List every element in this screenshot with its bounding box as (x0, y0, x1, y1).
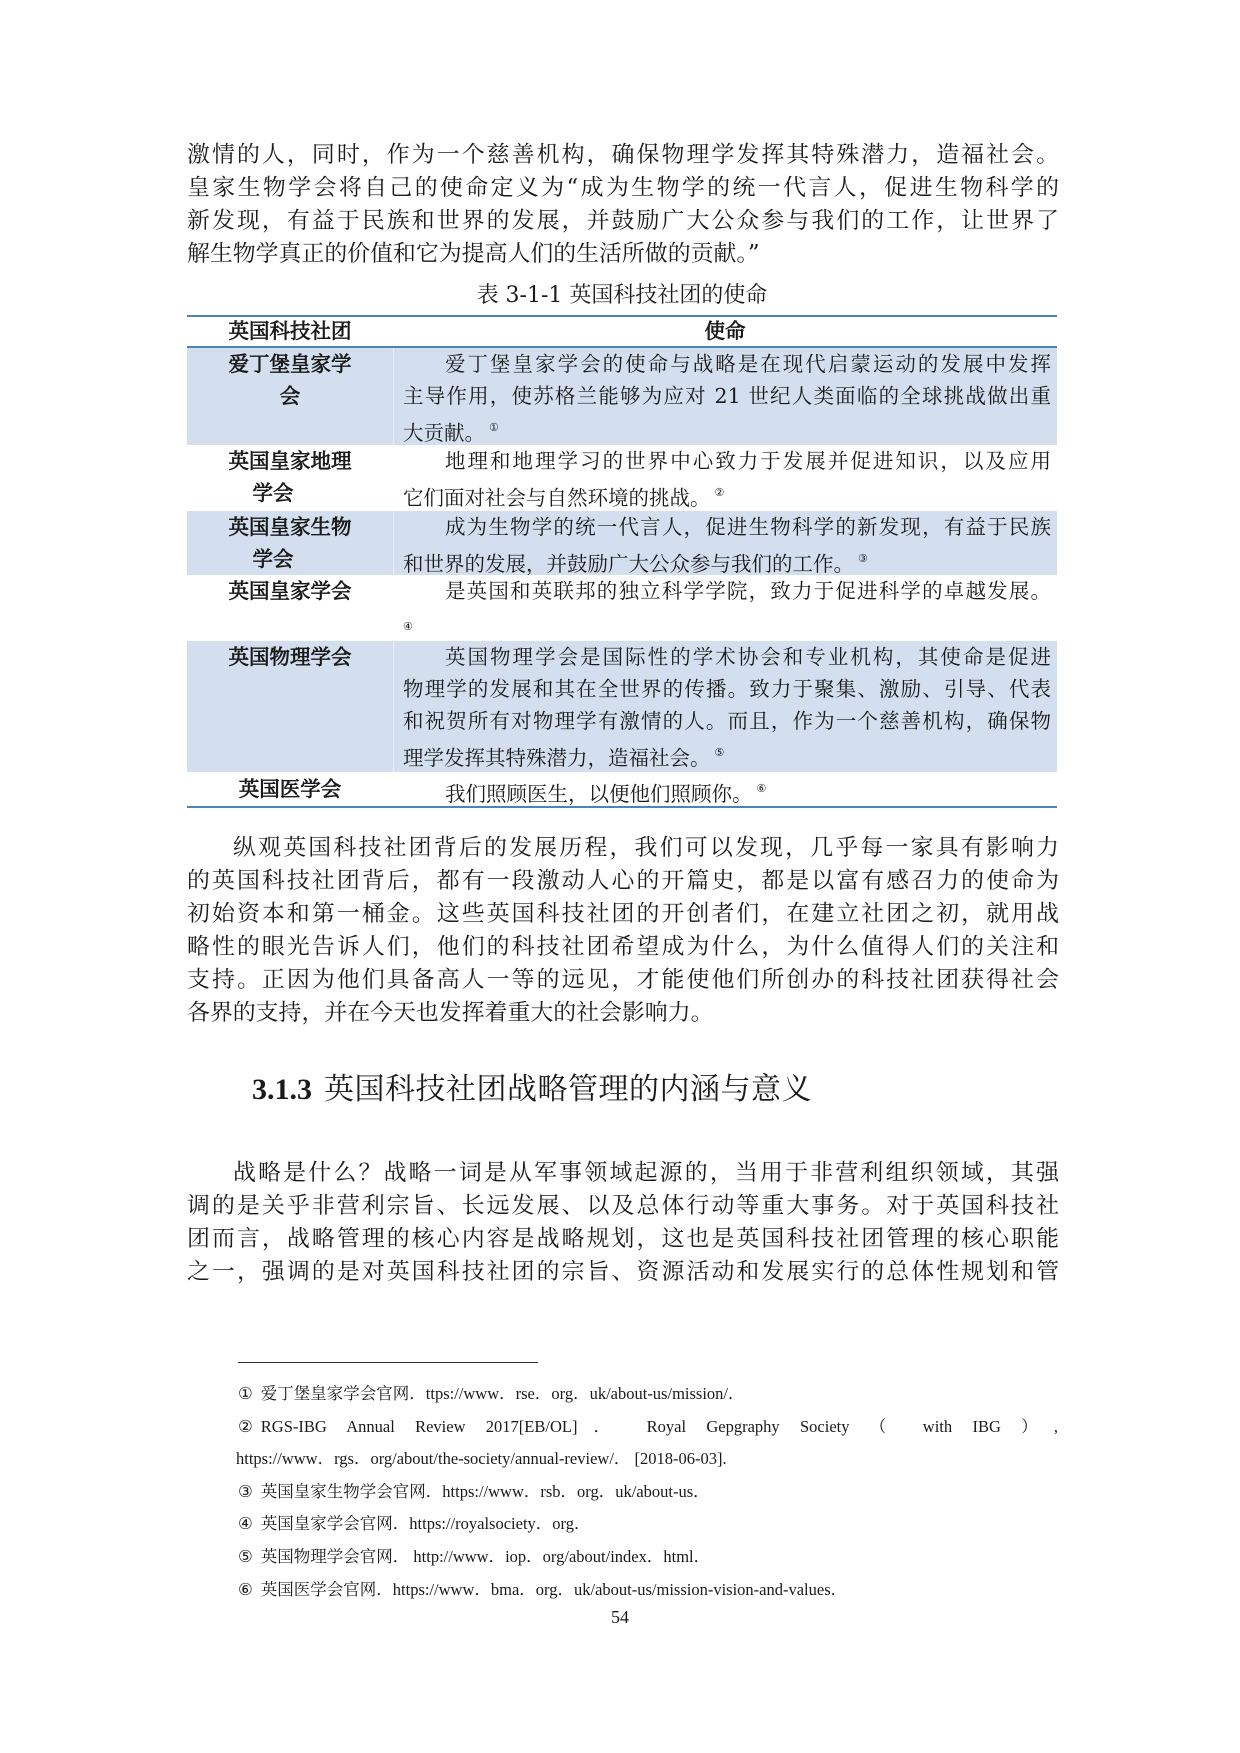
mission-line: 成为生物学的统一代言人，促进生物科学的新发现，有益于民族 (445, 515, 1051, 539)
summary-paragraph (187, 832, 1059, 1030)
text-line: 皇家生物学会将自己的使命定义为“成为生物学的统一代言人，促进生物科学的 (187, 175, 1059, 201)
mission-line (403, 477, 1051, 514)
table-row (187, 641, 1057, 772)
footnote-separator (238, 1362, 538, 1363)
footnote-text: 英国皇家生物学会官网．https://www．rsb．org．uk/about-us． (260, 1481, 710, 1501)
mission-text: 我们照顾医生，以便他们照顾你。 (445, 782, 753, 806)
footnote-ref[interactable]: ④ (403, 620, 413, 633)
page-number: 54 (611, 1607, 629, 1627)
mission-text: 理学发挥其特殊潜力，造福社会。 (403, 746, 711, 770)
org-cell (187, 641, 393, 673)
mission-text: 大贡献。 (403, 421, 485, 445)
footnote-text: 英国医学会官网．https://www．bma．org．uk/about-us/mission-vision-and-values． (260, 1579, 848, 1599)
mission-cell (403, 445, 1051, 514)
org-cell (187, 445, 393, 509)
org-name-line: 学会 (252, 547, 294, 571)
section-number: 3.1.3 (252, 1073, 312, 1106)
text-line: 支持。正因为他们具备高人一等的远见，才能使他们所创办的科技社团获得社会 (187, 967, 1059, 993)
text-line: 新发现，有益于民族和世界的发展，并鼓励广大公众参与我们的工作，让世界了 (187, 208, 1059, 234)
footnote-ref[interactable]: ① (489, 421, 499, 434)
org-name-line: 英国皇家生物 (228, 515, 352, 539)
org-cell (187, 575, 393, 607)
footnote-mark: ③ (238, 1481, 253, 1501)
column-header-org: 英国科技社团 (228, 319, 352, 343)
footnote-ref[interactable]: ② (714, 486, 725, 499)
mission-text: 它们面对社会与自然环境的挑战。 (403, 486, 711, 510)
mission-text: 和世界的发展，并鼓励广大公众参与我们的工作。 (403, 552, 854, 576)
column-divider (393, 348, 394, 445)
footnote-item (238, 1574, 1058, 1607)
footnote-ref[interactable]: ⑥ (756, 782, 767, 795)
footnote-mark: ⑤ (238, 1546, 253, 1566)
mission-cell (403, 575, 1051, 643)
footnote-text: 爱丁堡皇家学会官网．ttps://www．rse．org．uk/about-us/mission/． (260, 1384, 745, 1403)
text-line: 解生物学真正的价值和它为提高人们的生活所做的贡献。” (187, 241, 760, 267)
column-divider (393, 641, 394, 772)
text-line: 调的是关乎非营利宗旨、长远发展、以及总体行动等重大事务。对于英国科技社 (187, 1193, 1059, 1219)
table-row (187, 511, 1057, 575)
footnote-item (238, 1508, 1058, 1541)
text-line: 各界的支持，并在今天也发挥着重大的社会影响力。 (187, 1000, 714, 1026)
strategy-paragraph (187, 1157, 1059, 1289)
org-name-line: 英国皇家地理 (228, 449, 352, 473)
footnote-text: 英国皇家学会官网．https://royalsociety．org． (260, 1514, 591, 1534)
text-line: 纵观英国科技社团背后的发展历程，我们可以发现，几乎每一家具有影响力 (233, 835, 1059, 861)
mission-line: 和祝贺所有对物理学有激情的人。而且，作为一个慈善机构，确保物 (403, 709, 1051, 733)
mission-line (403, 607, 1051, 643)
section-title: 英国科技社团战略管理的内涵与意义 (324, 1072, 812, 1107)
org-name-line: 爱丁堡皇家学 (228, 352, 352, 376)
footnote-text: 英国物理学会官网． http://www．iop．org/about/index．html． (260, 1546, 711, 1566)
org-cell (187, 348, 393, 412)
footnotes (238, 1378, 1058, 1606)
text-line: 团而言，战略管理的核心内容是战略规划，这也是英国科技社团管理的核心职能 (187, 1226, 1059, 1252)
footnote-mark: ④ (238, 1514, 253, 1534)
footnote-item (238, 1541, 1058, 1574)
text-line: 之一，强调的是对英国科技社团的宗旨、资源活动和发展实行的总体性规划和管 (187, 1259, 1059, 1285)
mission-cell (403, 348, 1051, 449)
org-name-line: 英国医学会 (238, 777, 342, 801)
text-line: 略性的眼光告诉人们，他们的科技社团希望成为什么，为什么值得人们的关注和 (187, 934, 1059, 960)
table-caption: 表 3-1-1 英国科技社团的使命 (476, 283, 768, 308)
mission-line: 英国物理学会是国际性的学术协会和专业机构，其使命是促进 (445, 645, 1051, 669)
footnote-mark: ⑥ (238, 1579, 253, 1599)
mission-line: 主导作用，使苏格兰能够为应对 21 世纪人类面临的全球挑战做出重 (403, 384, 1051, 408)
mission-line: 是英国和英联邦的独立科学学院，致力于促进科学的卓越发展。 (445, 579, 1051, 603)
mission-cell (403, 511, 1051, 580)
table-bottom-rule (187, 806, 1057, 808)
table-header-row (187, 317, 1057, 346)
footnote-mark: ② (238, 1416, 253, 1436)
footnote-item (238, 1411, 1058, 1444)
text-line: 战略是什么？战略一词是从军事领域起源的，当用于非营利组织领域，其强 (233, 1160, 1059, 1186)
footnote-text: RGS-IBG Annual Review 2017[EB/OL]． Royal Gepgraphy Society （ with IBG ）, (260, 1416, 1058, 1436)
intro-paragraph (187, 139, 1059, 271)
column-divider (393, 511, 394, 575)
table-row (187, 772, 1057, 806)
text-line: 初始资本和第一桶金。这些英国科技社团的开创者们，在建立社团之初，就用战 (187, 901, 1059, 927)
mission-line: 地理和地理学习的世界中心致力于发展并促进知识，以及应用 (445, 449, 1051, 473)
org-name-line: 英国皇家学会 (228, 579, 352, 603)
org-cell (187, 511, 393, 575)
table-row (187, 445, 1057, 511)
mission-line (403, 412, 1051, 449)
footnote-item (238, 1378, 1058, 1411)
org-name-line: 会 (279, 384, 301, 408)
footnote-item (238, 1476, 1058, 1509)
org-cell (187, 772, 393, 806)
mission-cell (403, 641, 1051, 774)
mission-line: 爱丁堡皇家学会的使命与战略是在现代启蒙运动的发展中发挥 (445, 352, 1051, 376)
mission-line (403, 737, 1051, 774)
text-line: 的英国科技社团背后，都有一段激动人心的开篇史，都是以富有感召力的使命为 (187, 868, 1059, 894)
footnote-continuation: https://www．rgs．org/about/the-society/annual-review/． [2018-06-03]. (236, 1449, 727, 1469)
section-heading (252, 1066, 812, 1114)
org-name-line: 英国物理学会 (228, 645, 352, 669)
table-row (187, 575, 1057, 641)
column-header-mission: 使命 (704, 319, 746, 343)
text-line: 激情的人，同时，作为一个慈善机构，确保物理学发挥其特殊潜力，造福社会。 (187, 142, 1059, 168)
footnote-mark: ① (238, 1384, 253, 1403)
mission-line: 物理学的发展和其在全世界的传播。致力于聚集、激励、引导、代表 (403, 677, 1051, 701)
footnote-ref[interactable]: ⑤ (714, 746, 725, 759)
table-row (187, 348, 1057, 445)
footnote-ref[interactable]: ③ (858, 552, 868, 565)
org-name-line: 学会 (252, 481, 294, 505)
